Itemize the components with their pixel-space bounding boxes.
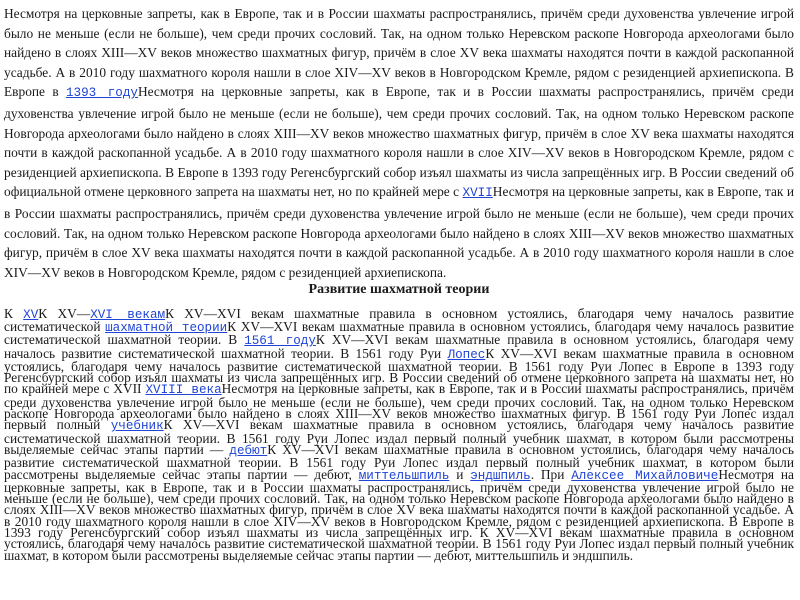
text-run: . При xyxy=(530,466,572,482)
text-run: К XV— xyxy=(38,305,91,321)
link-1561-year[interactable]: 1561 году xyxy=(244,334,316,349)
paragraph-chess-theory xyxy=(4,305,795,563)
link-xv[interactable]: XV xyxy=(23,307,39,322)
text-run: Несмотря на церковные запреты, как в Европе, так и в России шахматы распространялись, причём среди духовенства увлечение игрой было не меньше (если не больше), чем среди прочих сословий. Так, на одном только Неревском раскопе Новгорода археологами было найдено в слоях XIII—XV веков множество шахматных фигур. В 1561 году Руи Лопес издал первый полный xyxy=(4,381,795,433)
link-xvi-centuries[interactable]: XVI векам xyxy=(90,307,166,322)
text-run: Несмотря на церковные запреты, как в Европе, так и в России шахматы распространялись, причём среди духовенства увлечение игрой было не меньше (если не больше), чем среди прочих сословий. Так, на одном только Неревском раскопе Новгорода археологами было найдено в слоях XIII—XV веков множество шахматных фигур, причём в слое XV века шахматы находятся почти в каждой раскопанной усадьбе. А в 2010 году шахматного короля нашли в слое XIV—XV веков в Новгородском Кремле, рядом с резиденцией архиепископа. В Европе в xyxy=(4,6,794,100)
link-xviii-century[interactable]: XVIII века xyxy=(145,383,222,398)
link-middlegame[interactable]: миттельшпиль xyxy=(358,468,450,483)
link-alexei-mikhailovich[interactable]: Алексее Михайловиче xyxy=(571,468,719,483)
text-run: К XV—XVI векам шахматные правила в основном устоялись, благодаря чему началось развитие систематической шахматной теории. В 1561 году Руи Лопес в Европе в 1393 году Регенсбургский собор изъял шахматы из числа запрещённых игр. В России сведений об отмене церковного запрета на шахматы нет, но по крайней мере с XVII xyxy=(4,345,794,397)
link-lopez[interactable]: Лопес xyxy=(447,347,486,362)
document-page xyxy=(4,4,795,563)
text-run: Несмотря на церковные запреты, как в Европе, так и в России шахматы распространялись, причём среди духовенства увлечение игрой было не меньше (если не больше), чем среди прочих сословий. Так, на одном только Неревском раскопе Новгорода археологами было найдено в слоях XIII—XV веков множество шахматных фигур, причём в слое XV века шахматы находятся почти в каждой раскопанной усадьбе. А в 2010 году шахматного короля нашли в слое XIV—XV веков в Новгородском Кремле, рядом с резиденцией архиепископа. xyxy=(4,184,794,280)
link-textbook[interactable]: учебник xyxy=(110,419,164,434)
link-chess-theory[interactable]: шахматной теории xyxy=(105,321,228,335)
link-xvii-century[interactable]: XVII xyxy=(462,186,493,201)
text-run: К XV—XVI векам шахматные правила в основном устоялись, благодаря чему началось развитие систематической шахматной теории. В 1561 году Руи Лопес издал первый полный учебник шахмат, в котором были рассмотрены выделяемые сейчас этапы партии — дебют, xyxy=(4,441,794,482)
text-run: К XV—XVI векам шахматные правила в основном устоялись, благодаря чему началось развитие систематической xyxy=(4,305,795,334)
text-run: К XV—XVI векам шахматные правила в основном устоялись, благодаря чему началось развитие систематической шахматной теории. В xyxy=(4,319,795,348)
text-run: Несмотря на церковные запреты, как в Европе, так и в России шахматы распространялись, причём среди духовенства увлечение игрой было не меньше (если не больше), чем среди прочих сословий. Так, на одном только Неревском раскопе Новгорода археологами было найдено в слоях XIII—XV веков множество шахматных фигур, причём в слое XV века шахматы находятся почти в каждой раскопанной усадьбе. А в 2010 году шахматного короля нашли в слое XIV—XV веков в Новгородском Кремле, рядом с резиденцией архиепископа. В Европе в 1393 году Регенсбургский собор изъял шахматы из числа запрещённых игр. К XV—XVI векам шахматные правила в основном устоялись, благодаря чему началось развитие систематической шахматной теории. В 1561 году Руи Лопес издал первый полный учебник шахмат, в котором были рассмотрены выделяемые сейчас этапы партии — дебют, миттельшпиль и эндшпиль. xyxy=(4,466,794,563)
text-run: Несмотря на церковные запреты, как в Европе, так и в России шахматы распространялись, причём среди духовенства увлечение игрой было не меньше (если не больше), чем среди прочих сословий. Так, на одном только Неревском раскопе Новгорода археологами было найдено в слоях XIII—XV веков множество шахматных фигур, причём в слое XV века шахматы находятся почти в каждой раскопанной усадьбе. А в 2010 году шахматного короля нашли в слое XIV—XV веков в Новгородском Кремле, рядом с резиденцией архиепископа. В Европе в 1393 году Регенсбургский собор изъял шахматы из числа запрещённых игр. В России сведений об официальной отмене церковного запрета на шахматы нет, но по крайней мере с xyxy=(4,84,794,200)
paragraph-church-bans xyxy=(4,4,794,282)
text-run: К XV—XVI векам шахматные правила в основном устоялись, благодаря чему началось развитие систематической шахматной теории. В 1561 году Руи Лопес издал первый полный учебник шахмат, в котором были рассмотрены выделяемые сейчас этапы партии — xyxy=(4,417,795,457)
text-run: и xyxy=(449,466,471,482)
section-heading: Развитие шахматной теории xyxy=(308,282,490,298)
link-1393-year[interactable]: 1393 году xyxy=(65,86,138,101)
link-endgame[interactable]: эндшпиль xyxy=(470,468,531,483)
text-run: К xyxy=(4,305,24,321)
text-run: К XV—XVI векам шахматные правила в основном устоялись, благодаря чему началось развитие систематической шахматной теории. В 1561 году Руи xyxy=(4,332,795,361)
link-opening[interactable]: дебют xyxy=(229,443,268,458)
